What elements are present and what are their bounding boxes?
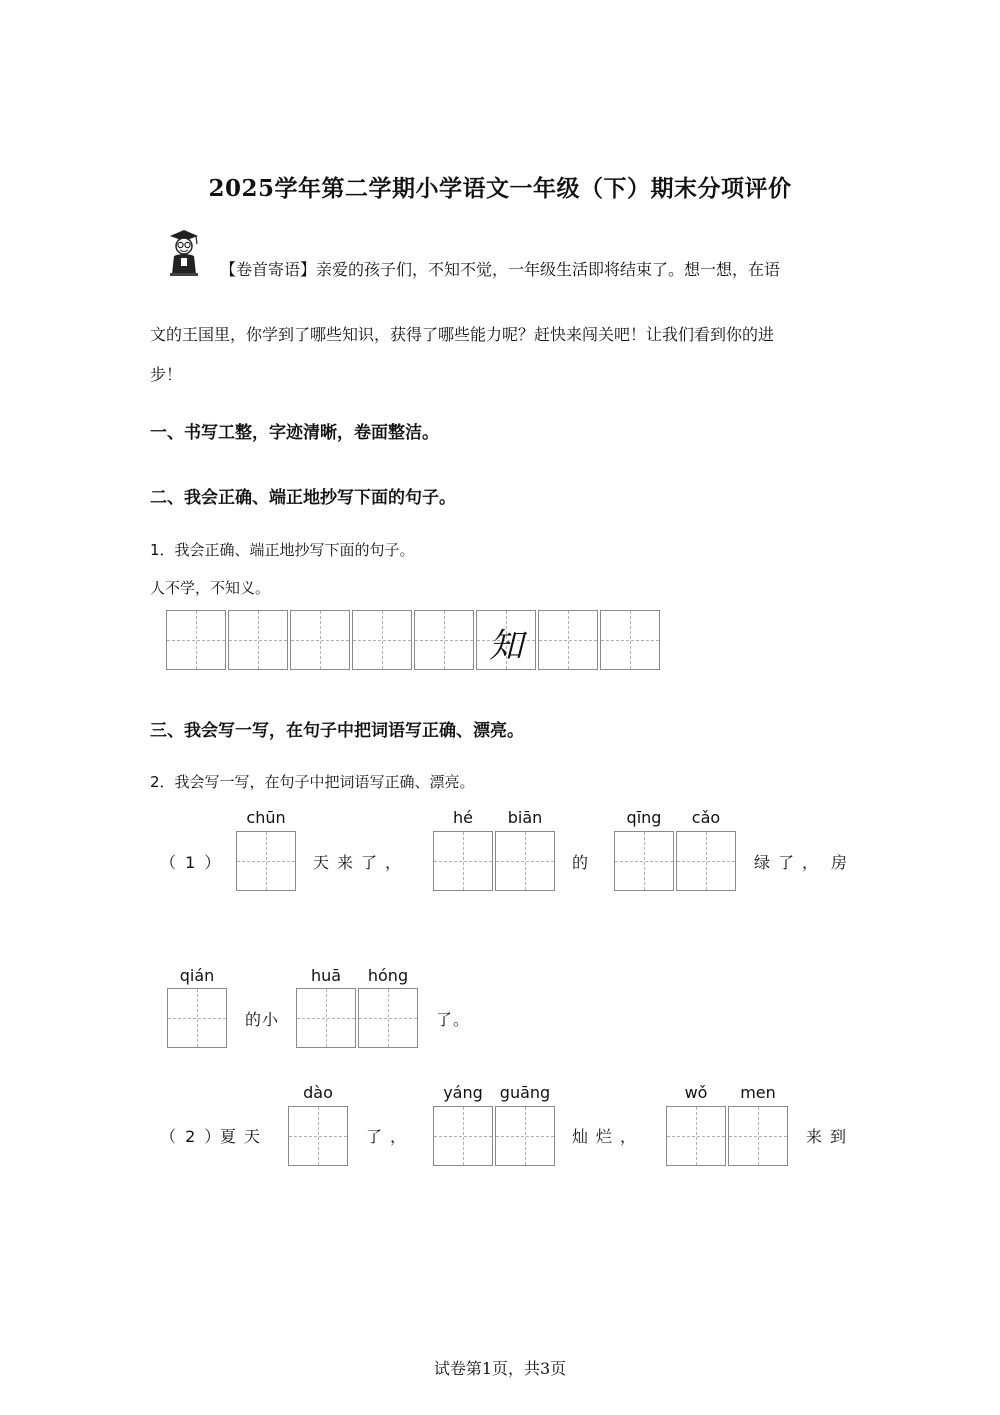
part-2-number: （ 2 ） [160, 1127, 223, 1146]
question-1-sentence: 人不学，不知义。 [150, 579, 271, 597]
writing-cell[interactable] [166, 610, 226, 670]
writing-cell[interactable] [167, 988, 227, 1048]
writing-cell[interactable] [495, 831, 555, 891]
writing-cell[interactable] [236, 831, 296, 891]
writing-cell[interactable] [476, 610, 536, 670]
writing-cell[interactable] [433, 1106, 493, 1166]
page-title: 2025学年第二学期小学语文一年级（下）期末分项评价 [208, 175, 792, 202]
part-1-text-5: 的小 [245, 1010, 280, 1029]
pinyin-he: hé [453, 808, 473, 827]
word-grid-qian [167, 988, 229, 1048]
writing-cell[interactable] [358, 988, 418, 1048]
intro-line-3: 步！ [150, 365, 183, 384]
pinyin-bian: biān [507, 808, 543, 827]
pinyin-men: men [740, 1083, 776, 1102]
part-1-text-1: 天来了， [313, 853, 410, 872]
pinyin-qian: qián [179, 966, 215, 985]
part-1-text-3: 绿了， [754, 853, 827, 872]
word-grid-women [666, 1106, 790, 1166]
intro-line-1: 【卷首寄语】亲爱的孩子们，不知不觉，一年级生活即将结束了。想一想，在语 [220, 260, 781, 279]
writing-cell[interactable] [414, 610, 474, 670]
word-grid-chun [236, 831, 298, 891]
part-1-number: （ 1 ） [160, 853, 223, 872]
pinyin-hua: huā [310, 966, 342, 985]
writing-cell[interactable] [288, 1106, 348, 1166]
part-1-text-4: 房 [831, 853, 856, 872]
pinyin-guang: guāng [499, 1083, 551, 1102]
part-1-text-2: 的 [572, 853, 597, 872]
section-heading-1: 一、书写工整，字迹清晰，卷面整洁。 [150, 423, 439, 443]
word-grid-hebian [433, 831, 557, 891]
part-2-text-2: 了， [366, 1127, 415, 1146]
writing-cell[interactable] [728, 1106, 788, 1166]
writing-cell[interactable] [614, 831, 674, 891]
pinyin-hong: hóng [367, 966, 409, 985]
intro-line-2: 文的王国里，你学到了哪些知识，获得了哪些能力呢？赶快来闯关吧！让我们看到你的进 [150, 325, 775, 344]
section-heading-3: 三、我会写一写，在句子中把词语写正确、漂亮。 [150, 721, 524, 741]
writing-cell[interactable] [228, 610, 288, 670]
pinyin-cao: cǎo [691, 808, 721, 827]
pinyin-chun: chūn [246, 808, 286, 827]
word-grid-huahong [296, 988, 420, 1048]
question-1-stem: 1．我会正确、端正地抄写下面的句子。 [150, 541, 415, 559]
copy-grid [166, 610, 662, 670]
writing-cell[interactable] [495, 1106, 555, 1166]
page-footer: 试卷第1页，共3页 [433, 1359, 567, 1378]
pinyin-dao: dào [303, 1083, 333, 1102]
section-heading-2: 二、我会正确、端正地抄写下面的句子。 [150, 488, 456, 508]
pinyin-qing: qīng [626, 808, 662, 827]
word-grid-yangguang [433, 1106, 557, 1166]
word-grid-dao [288, 1106, 350, 1166]
writing-cell[interactable] [676, 831, 736, 891]
writing-cell[interactable] [352, 610, 412, 670]
writing-cell[interactable] [666, 1106, 726, 1166]
writing-cell[interactable] [433, 831, 493, 891]
part-2-text-4: 来到 [806, 1127, 855, 1146]
pinyin-wo: wǒ [684, 1083, 708, 1102]
part-2-text-3: 灿烂， [572, 1127, 645, 1146]
word-grid-qingcao [614, 831, 738, 891]
sample-character: 知 [489, 626, 523, 666]
writing-cell[interactable] [296, 988, 356, 1048]
part-1-text-6: 了。 [436, 1010, 471, 1029]
pinyin-yang: yáng [443, 1083, 483, 1102]
writing-cell[interactable] [538, 610, 598, 670]
writing-cell[interactable] [600, 610, 660, 670]
question-2-stem: 2．我会写一写，在句子中把词语写正确、漂亮。 [150, 773, 475, 791]
part-2-text-1: 夏天 [220, 1127, 269, 1146]
cartoon-graduate-icon [166, 228, 202, 278]
writing-cell[interactable] [290, 610, 350, 670]
